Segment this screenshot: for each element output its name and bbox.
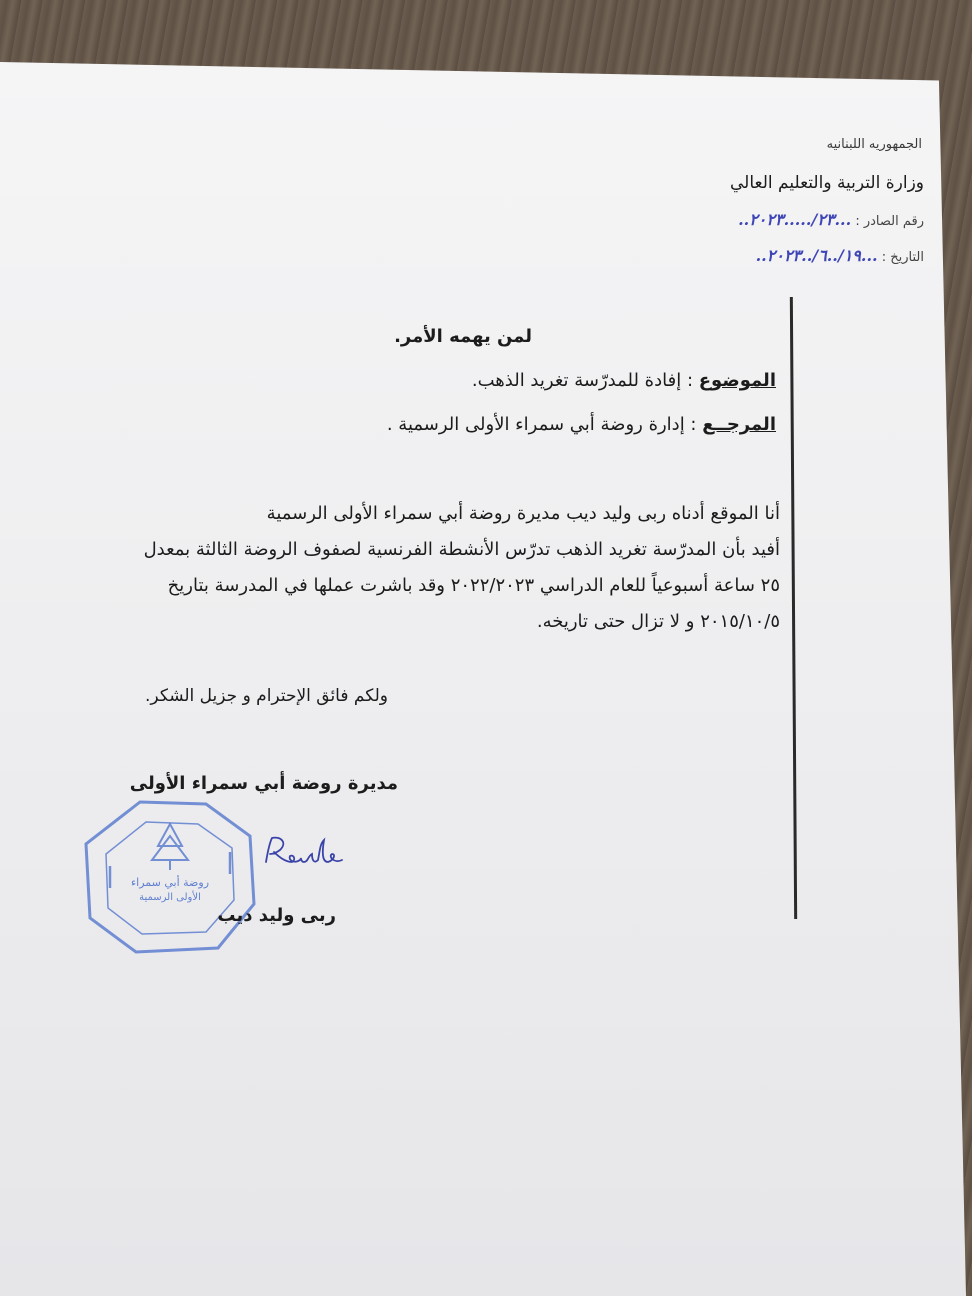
cedar-icon [152, 824, 188, 870]
republic-header: الجمهوريه اللبنانيه [826, 137, 922, 152]
stamp-text-1: روضة أبي سمراء [130, 876, 210, 889]
date-value: ...١٩/..٦/..٢٠٢٣.. [755, 246, 878, 265]
body-paragraph [80, 496, 780, 640]
handwritten-signature [258, 832, 354, 872]
official-stamp [80, 796, 260, 956]
body-line: أنا الموقع أدناه ربى وليد ديب مديرة روضة أبي سمراء الأولى الرسمية [266, 503, 780, 524]
subject-line [472, 370, 776, 391]
signatory-title: مديرة روضة أبي سمراء الأولى [129, 773, 398, 794]
letter-title: لمن يهمه الأمر. [394, 326, 532, 347]
ministry-header: وزارة التربية والتعليم العالي [729, 173, 924, 193]
issue-number-value: ...٢٣/.....٢٠٢٣.. [738, 210, 852, 229]
signatory-name: ربى وليد ديب [217, 905, 336, 926]
subject-key: الموضوع [698, 370, 776, 391]
issue-number-label: رقم الصادر : [855, 214, 924, 229]
reference-key: المرجــع [702, 414, 776, 435]
closing-line: ولكم فائق الإحترام و جزيل الشكر. [145, 686, 388, 706]
body-line: أفيد بأن المدرّسة تغريد الذهب تدرّس الأنشطة الفرنسية لصفوف الروضة الثالثة بمعدل [143, 539, 780, 560]
subject-text: : إفادة للمدرّسة تغريد الذهب. [471, 370, 699, 391]
reference-line [387, 414, 776, 435]
date-label: التاريخ : [881, 250, 924, 265]
body-line: ٢٥ ساعة أسبوعياً للعام الدراسي ٢٠٢٢/٢٠٢٣ وقد باشرت عملها في المدرسة بتاريخ [167, 575, 780, 596]
date-row [756, 246, 924, 265]
body-line: ٢٠١٥/١٠/٥ و لا تزال حتى تاريخه. [536, 611, 780, 632]
stamp-text-2: الأولى الرسمية [139, 892, 201, 903]
reference-text: : إدارة روضة أبي سمراء الأولى الرسمية . [386, 414, 703, 435]
issue-number-row [738, 210, 924, 229]
